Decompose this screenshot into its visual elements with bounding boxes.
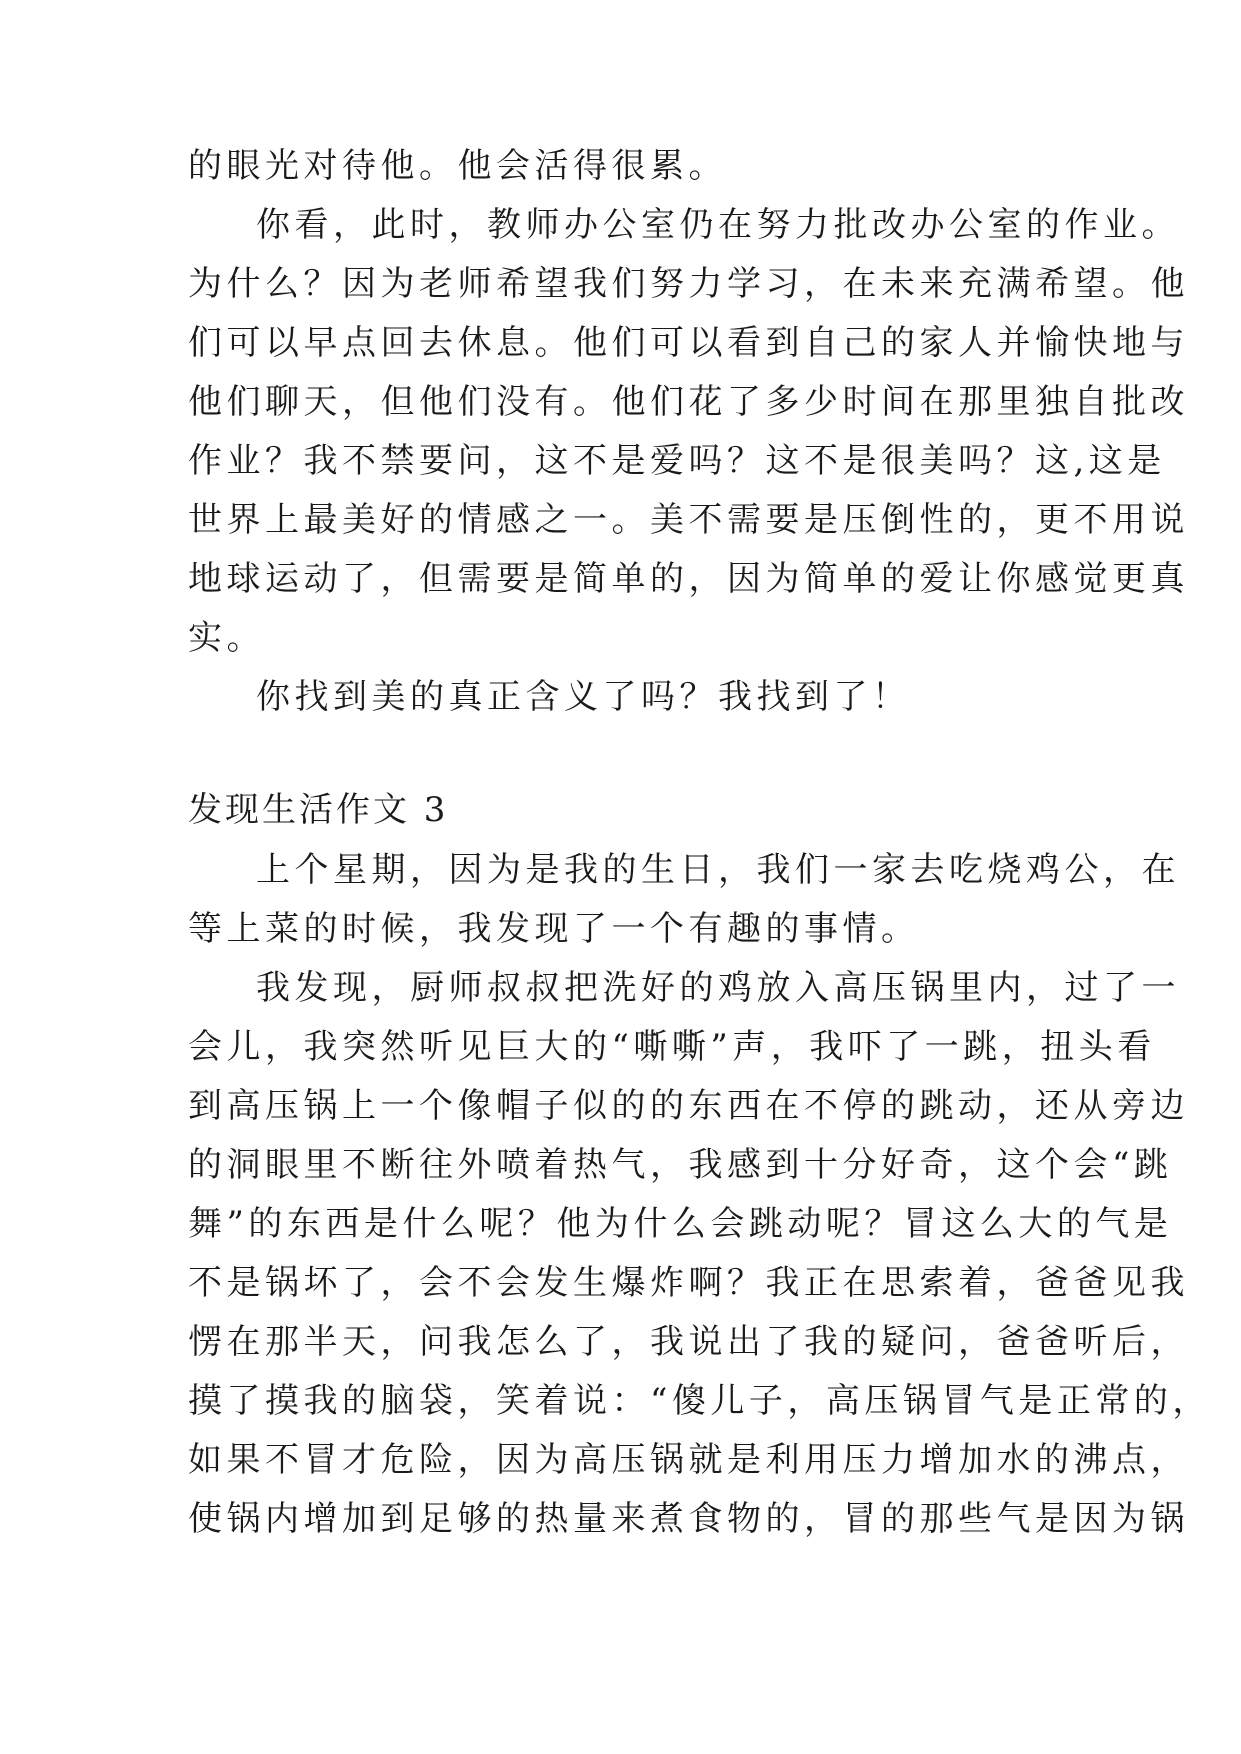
paragraph-line: 到高压锅上一个像帽子似的的东西在不停的跳动，还从旁边 xyxy=(188,1086,1189,1126)
paragraph-line: 他们聊天，但他们没有。他们花了多少时间在那里独自批改 xyxy=(188,382,1189,422)
paragraph-line: 舞”的东西是什么呢？他为什么会跳动呢？冒这么大的气是 xyxy=(188,1204,1173,1244)
paragraph-line: 你找到美的真正含义了吗？我找到了！ xyxy=(256,677,911,717)
paragraph-line: 作业？我不禁要问，这不是爱吗？这不是很美吗？这,这是 xyxy=(188,441,1166,481)
paragraph-line: 为什么？因为老师希望我们努力学习，在未来充满希望。他 xyxy=(188,264,1189,304)
paragraph-line: 的洞眼里不断往外喷着热气，我感到十分好奇，这个会“跳 xyxy=(188,1145,1173,1185)
paragraph-line: 们可以早点回去休息。他们可以看到自己的家人并愉快地与 xyxy=(188,323,1189,363)
paragraph-line: 会儿，我突然听见巨大的“嘶嘶”声，我吓了一跳，扭头看 xyxy=(188,1027,1156,1067)
paragraph-line: 愣在那半天，问我怎么了，我说出了我的疑问，爸爸听后， xyxy=(188,1322,1189,1362)
section-heading: 发现生活作文 3 xyxy=(188,790,449,830)
paragraph-line: 地球运动了，但需要是简单的，因为简单的爱让你感觉更真 xyxy=(188,559,1189,599)
paragraph-line: 你看，此时，教师办公室仍在努力批改办公室的作业。 xyxy=(256,205,1180,245)
paragraph-line: 使锅内增加到足够的热量来煮食物的，冒的那些气是因为锅 xyxy=(188,1499,1189,1539)
paragraph-line: 摸了摸我的脑袋，笑着说：“傻儿子，高压锅冒气是正常的， xyxy=(188,1381,1211,1421)
paragraph-line: 等上菜的时候，我发现了一个有趣的事情。 xyxy=(188,909,920,949)
paragraph-line: 上个星期，因为是我的生日，我们一家去吃烧鸡公，在 xyxy=(256,850,1180,890)
paragraph-line: 世界上最美好的情感之一。美不需要是压倒性的，更不用说 xyxy=(188,500,1189,540)
paragraph-line: 如果不冒才危险，因为高压锅就是利用压力增加水的沸点， xyxy=(188,1440,1189,1480)
paragraph-line: 实。 xyxy=(188,618,265,658)
paragraph-line: 我发现，厨师叔叔把洗好的鸡放入高压锅里内，过了一 xyxy=(256,968,1180,1008)
paragraph-line: 的眼光对待他。他会活得很累。 xyxy=(188,146,727,186)
paragraph-line: 不是锅坏了，会不会发生爆炸啊？我正在思索着，爸爸见我 xyxy=(188,1263,1189,1303)
